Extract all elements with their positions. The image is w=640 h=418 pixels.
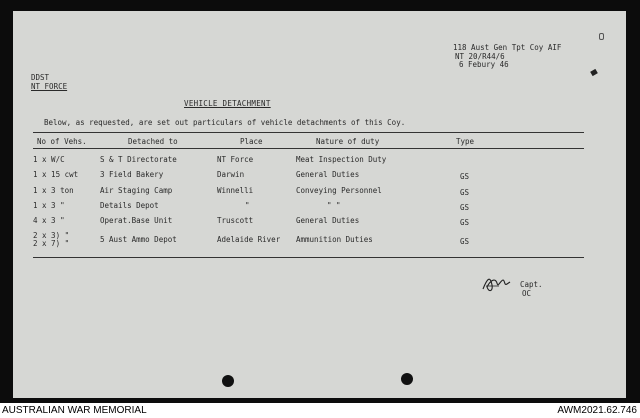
cell-place: Winnelli xyxy=(217,186,254,195)
header-nature-of-duty: Nature of duty xyxy=(316,137,380,146)
punch-hole xyxy=(401,373,413,385)
cell-detached-to: 3 Field Bakery xyxy=(100,170,164,179)
cell-type: GS xyxy=(460,203,470,212)
document-page xyxy=(13,11,626,398)
header-detached-to: Detached to xyxy=(128,137,178,146)
cell-type: GS xyxy=(460,172,470,181)
header-vehicles: No of Vehs. xyxy=(37,137,87,146)
cell-detached-to: Operat.Base Unit xyxy=(100,216,173,225)
cell-place: Truscott xyxy=(217,216,254,225)
cell-detached-to: Details Depot xyxy=(100,201,159,210)
cell-vehicles: 1 x 3 ton xyxy=(33,186,74,195)
table-row xyxy=(13,170,626,182)
archive-credit: AUSTRALIAN WAR MEMORIAL xyxy=(2,405,147,416)
cell-type: GS xyxy=(460,237,470,246)
cell-duty: Meat Inspection Duty xyxy=(296,155,387,164)
cell-detached-to: S & T Directorate xyxy=(100,155,177,164)
signatory-rank: Capt. xyxy=(520,280,543,289)
table-bottom-rule xyxy=(33,257,584,258)
cell-detached-to: Air Staging Camp xyxy=(100,186,173,195)
cell-detached-to: 5 Aust Ammo Depot xyxy=(100,235,177,244)
cell-vehicles: 4 x 3 " xyxy=(33,216,65,225)
intro-text: Below, as requested, are set out particulars of vehicle detachments of this Coy. xyxy=(44,118,406,127)
cell-place: Adelaide River xyxy=(217,235,281,244)
addressee-block xyxy=(31,73,67,91)
cell-duty: Ammunition Duties xyxy=(296,235,373,244)
reference-number: NT 20/R44/6 xyxy=(455,51,505,61)
cell-vehicles-line2: 2 x 7) " xyxy=(33,239,70,248)
punch-hole xyxy=(222,375,234,387)
table-row xyxy=(13,231,626,251)
table-top-rule xyxy=(33,132,584,133)
sender-unit: 118 Aust Gen Tpt Coy AIF xyxy=(453,43,562,52)
cell-duty: General Duties xyxy=(296,216,360,225)
addressee-line: DDST xyxy=(31,73,50,82)
ink-mark xyxy=(590,69,598,76)
signatory-block xyxy=(520,281,543,298)
cell-duty: Conveying Personnel xyxy=(296,186,382,195)
table-row xyxy=(13,201,626,213)
signatory-role: OC xyxy=(522,288,532,298)
cell-vehicles: 1 x 15 cwt xyxy=(33,170,79,179)
cell-place: " xyxy=(245,201,250,210)
header-place: Place xyxy=(240,137,263,146)
cell-place: Darwin xyxy=(217,170,245,179)
table-row xyxy=(13,186,626,198)
paper-mark xyxy=(599,33,604,40)
header-type: Type xyxy=(456,137,475,146)
cell-duty: " " xyxy=(327,201,341,210)
cell-duty: General Duties xyxy=(296,170,360,179)
sender-block xyxy=(453,44,561,70)
document-title: VEHICLE DETACHMENT xyxy=(184,99,271,108)
addressee-line: NT FORCE xyxy=(31,82,68,91)
cell-place: NT Force xyxy=(217,155,254,164)
cell-type: GS xyxy=(460,188,470,197)
cell-vehicles: 2 x 3) " xyxy=(33,231,70,240)
table-header-rule xyxy=(33,148,584,149)
cell-vehicles: 1 x W/C xyxy=(33,155,65,164)
table-row xyxy=(13,216,626,228)
archive-reference: AWM2021.62.746 xyxy=(557,405,637,416)
document-date: 6 Febury 46 xyxy=(459,60,509,69)
table-row xyxy=(13,155,626,167)
cell-type: GS xyxy=(460,218,470,227)
handwritten-signature xyxy=(481,271,511,295)
cell-vehicles: 1 x 3 " xyxy=(33,201,65,210)
